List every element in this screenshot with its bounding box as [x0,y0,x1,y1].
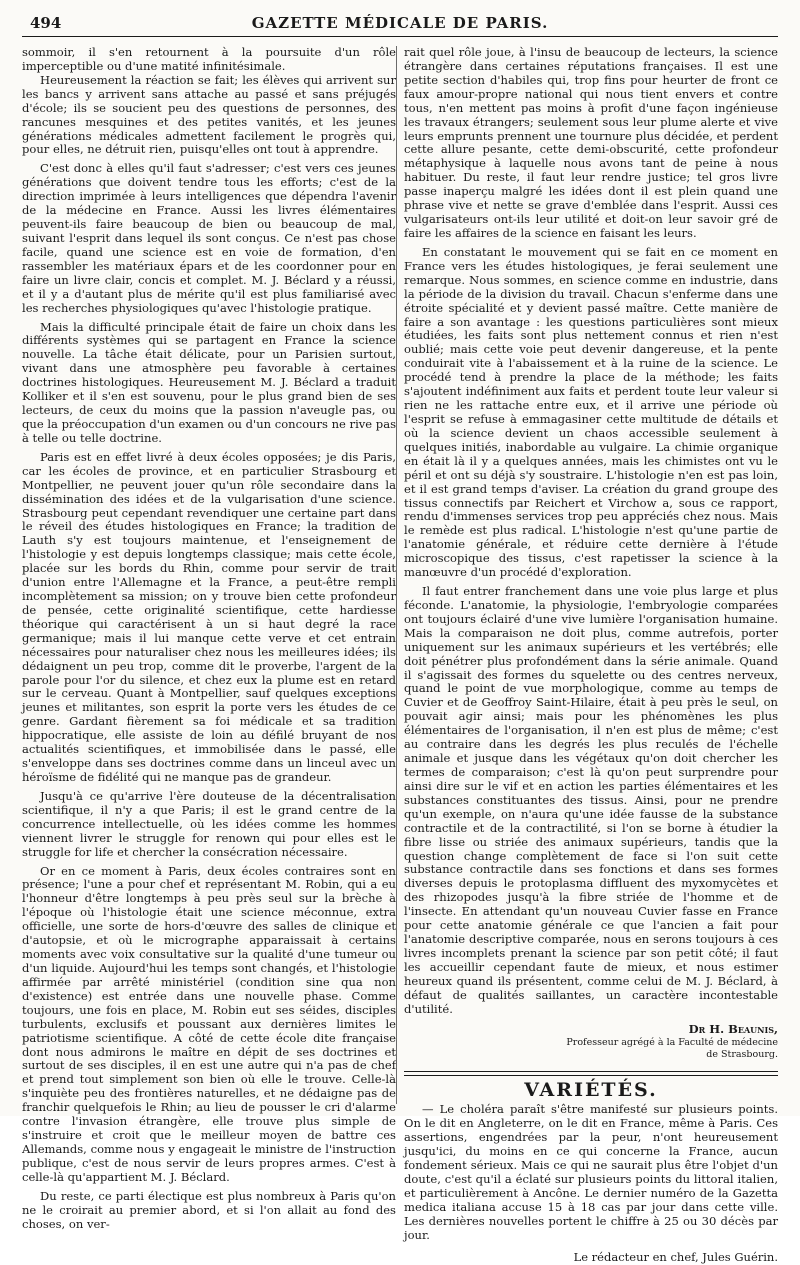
author-name: Dr H. Beaunis, [688,1021,778,1036]
paragraph: Il faut entrer franchement dans une voie plus large et plus féconde. L'anatomie, la physiologie, l'embryologie comparées ont toujours éclairé d'une vive lumière l'organisation humaine. Mais la comparaison ne doit plus, comme autrefois, porter uniquement sur les animaux supérieurs et les vertébrés; elle doit pénétrer plus profondément dans la série animale. Quand il s'agissait des formes du squelette ou des centres nerveux, quand le point de vue morphologique, comme au temps de Cuvier et de Geoffroy Saint-Hilaire, était à peu près le seul, on pouvait agir ainsi; mais pour les phénomènes les plus élémentaires de l'organisation, il n'en est plus de même; c'est au contraire dans les degrés les plus reculés de l'échelle animale et jusque dans les végétaux qu'on doit chercher les termes de comparaison; c'est là qu'on peut surprendre pour ainsi dire sur le vif et en action les parties élémentaires et les substances constituantes des tissus. Ainsi, pour ne prendre qu'un exemple, on n'aura qu'une idée fausse de la substance contractile et de la contractilité, si l'on se borne à étudier la fibre lisse ou striée des animaux supérieurs, tandis que la question change complètement de face si l'on suit cette substance contractile dans ses fonctions et dans ses formes diverses depuis le protoplasma diffluent des myxomycètes et des rhizopodes jusqu'à la fibre striée de l'homme et de l'insecte. En attendant qu'un nouveau Cuvier fasse en France pour cette anatomie générale ce que l'ancien a fait pour l'anatomie descriptive comparée, nous en serons toujours à ces livres incomplets prenant la science par son petit côté; il faut les accueillir cependant faute de mieux, et nous estimer heureux quand ils présentent, comme celui de M. J. Béclard, à défaut de qualités saillantes, un caractère incontestable d'utilité. [404,584,778,1016]
editor-signature: Le rédacteur en chef, Jules Guérin. [573,1249,778,1264]
author-signature [404,1023,778,1037]
paragraph: En constatant le mouvement qui se fait en ce moment en France vers les études histologiques, je ferai seulement une remarque. Nous sommes, en science comme en industrie, dans la période de la division du travail. Chacun s'enferme dans une étroite spécialité et y devient passé maître. Cette manière de faire a son avantage : les questions particulières sont mieux étudiées, les faits sont plus nettement connus et rien n'est oublié; mais cette voie peut devenir dangereuse, et la pente conduirait vite à l'abaissement et à la ruine de la science. Le procédé tend à prendre la place de la méthode; les faits s'ajoutent indéfiniment aux faits et perdent toute leur valeur si rien ne les rattache entre eux, et il arrive une période où l'esprit se refuse à emmagasiner cette multitude de détails et où la science devient un chaos accessible seulement à quelques initiés, inabordable au vulgaire. La chimie organique en était là il y a quelques années, mais les chimistes ont vu le péril et ont su déjà s'y soustraire. L'histologie n'en est pas loin, et il est grand temps d'aviser. La création du grand groupe des tissus connectifs par Reichert et Virchow a, sous ce rapport, rendu d'immenses services trop peu appréciés chez nous. Mais le remède est plus radical. L'histologie n'est qu'une partie de l'anatomie générale, et réduire cette dernière à l'étude microscopique des tissus, c'est rapetisser la science à la manœuvre d'un procédé d'exploration. [404,244,778,580]
author-affiliation [404,1037,778,1061]
affiliation-line-1: Professeur agrégé à la Faculté de médecine [566,1036,778,1048]
section-rule [404,1071,778,1076]
page-number: 494 [30,14,62,32]
page-header [22,10,778,37]
paragraph: Paris est en effet livré à deux écoles opposées; je dis Paris, car les écoles de province, et en particulier Strasbourg et Montpellier, ne peuvent jouer qu'un rôle secondaire dans la dissémination des idées et de la vulgarisation d'une science. Strasbourg peut cependant revendiquer une certaine part dans le réveil des études histologiques en France; la tradition de Lauth s'y est toujours maintenue, et l'enseignement de l'histologie y est depuis longtemps classique; mais cette école, placée sur les bords du Rhin, comme pour servir de trait d'union entre l'Allemagne et la France, a peut-être rempli incomplètement sa mission; on y trouve bien cette profondeur de pensée, cette originalité scientifique, cette hardiesse théorique qui caractérisent à un si haut degré la race germanique; mais il lui manque cette verve et cet entrain nécessaires pour naturaliser chez nous les meilleures idées; ils dédaignent un peu trop, comme dit le proverbe, l'argent de la parole pour l'or du silence, et chez eux la plume est en retard sur le cerveau. Quant à Montpellier, sauf quelques exceptions jeunes et militantes, son esprit la porte vers les études de ce genre. Gardant fièrement sa foi médicale et sa tradition hippocratique, elle assiste de loin au défilé bruyant de nos actualités scientifiques, et immobilisée dans le passé, elle s'enveloppe dans ses doctrines comme dans un linceul avec un héroïsme de fidélité qui ne manque pas de grandeur. [22,449,396,785]
affiliation-line-2: de Strasbourg. [706,1048,778,1060]
paragraph: rait quel rôle joue, à l'insu de beaucoup de lecteurs, la science étrangère dans certaines réputations françaises. Il est une petite section d'habiles qui, trop fins pour heurter de front ce faux amour-propre national qui nous tient envers et contre tous, n'en mettent pas moins à profit d'une façon ingénieuse les travaux étrangers; seulement sous leur plume alerte et vive leurs emprunts prennent une tournure plus décidée, et perdent cette allure pesante, cette demi-obscurité, cette profondeur métaphysique à laquelle nous avons tant de peine à nous habituer. Du reste, il faut leur rendre justice; tel gros livre passe inaperçu malgré les idées dont il est plein quand une phrase vive et nette se grave d'emblée dans l'esprit. Aussi ces vulgarisateurs ont-ils leur utilité et doit-on leur savoir gré de faire les affaires de la science en faisant les leurs. [404,45,778,240]
column-divider [396,46,397,1104]
paragraph: Du reste, ce parti électique est plus nombreux à Paris qu'on ne le croirait au premier abord, et si l'on allait au fond des choses, on ver- [22,1188,396,1231]
varietes-paragraph: — Le choléra paraît s'être manifesté sur plusieurs points. On le dit en Angleterre, on le dit en France, même à Paris. Ces assertions, engendrées par la peur, n'ont heureusement jusqu'ici, du moins en ce qui concerne la France, aucun fondement sérieux. Mais ce qui ne saurait plus être l'objet d'un doute, c'est qu'il a éclaté sur plusieurs points du littoral italien, et particulièrement à Ancône. Le dernier numéro de la Gazetta medica italiana accuse 15 à 18 cas par jour dans cette ville. Les dernières nouvelles portent le chiffre à 25 ou 30 décès par jour. [404,1102,778,1242]
right-column [404,46,778,1265]
section-title-varietes: VARIÉTÉS. [524,1078,658,1101]
paragraph: Heureusement la réaction se fait; les élèves qui arrivent sur les bancs y arrivent sans attache au passé et sans préjugés d'école; ils se soucient peu des questions de personnes, des rancunes mesquines et des petites vanités, et les jeunes générations médicales admettent facilement le progrès qui, pour elles, ne détruit rien, puisqu'elles ont tout à apprendre. [22,72,396,157]
journal-title: GAZETTE MÉDICALE DE PARIS. [251,14,549,32]
paragraph: Jusqu'à ce qu'arrive l'ère douteuse de la décentralisation scientifique, il n'y a que Paris; il est le grand centre de la concurrence intellectuelle, où les idées comme les hommes viennent livrer le struggle for renown qui pour elles est le struggle for life et chercher la consécration nécessaire. [22,788,396,859]
paragraph: C'est donc à elles qu'il faut s'adresser; c'est vers ces jeunes générations que doivent tendre tous les efforts; c'est de la direction imprimée à leurs intelligences que dépendra l'avenir de la médecine en France. Aussi les livres élémentaires peuvent-ils faire beaucoup de bien ou beaucoup de mal, suivant l'esprit dans lequel ils sont conçus. Ce n'est pas chose facile, quand une science est en voie de formation, d'en rassembler les matériaux épars et de les coordonner pour en faire un livre clair, concis et complet. M. J. Béclard y a réussi, et il y a d'autant plus de mérite qu'il est plus familiarisé avec les recherches physiologiques qu'avec l'histologie pratique. [22,161,396,315]
paragraph: Or en ce moment à Paris, deux écoles contraires sont en présence; l'une a pour chef et représentant M. Robin, qui a eu l'honneur d'être longtemps à peu près seul sur la brèche à l'époque où l'histologie était une science méconnue, extra officielle, une sorte de hors-d'œuvre des salles de clinique et d'autopsie, et où le micrographe apparaissait à certains moments avec voix consultative sur la qualité d'une tumeur ou d'un liquide. Aujourd'hui les temps sont changés, et l'histologie affirmée par arrêté ministériel (condition sine qua non d'existence) est entrée dans une nouvelle phase. Comme toujours, une fois en place, M. Robin eut ses séides, disciples turbulents, exclusifs et poussant aux dernières limites le patriotisme scientifique. A côté de cette école dite française dont nous admirons le maître en dépit de ses doctrines et surtout de ses disciples, il en est une autre qui n'a pas de chef et prend tout simplement son bien où elle le trouve. Celle-là s'inquiète peu des frontières naturelles, et ne dédaigne pas de franchir quelquefois le Rhin; au lieu de pousser le cri d'alarme contre l'invasion étrangère, elle trouve plus simple de s'instruire et croit que le meilleur moyen de battre ces Allemands, comme nous y engageait le ministre de l'instruction publique, c'est de nous servir de leurs propres armes. C'est à celle-là qu'appartient M. J. Béclard. [22,863,396,1184]
left-column [22,46,396,1232]
paragraph: Mais la difficulté principale était de faire un choix dans les différents systèmes qui se partagent en France la science nouvelle. La tâche était délicate, pour un Parisien surtout, vivant dans une atmosphère peu favorable à certaines doctrines histologiques. Heureusement M. J. Béclard a traduit Kolliker et il s'en est souvenu, pour le plus grand bien de ses lecteurs, de ceux du moins que la passion n'aveugle pas, ou que la préoccupation d'un examen ou d'un concours ne rive pas à telle ou telle doctrine. [22,319,396,445]
paragraph: sommoir, il s'en retournent à la poursuite d'un rôle imperceptible ou d'une matité infinitésimale. [22,45,396,73]
